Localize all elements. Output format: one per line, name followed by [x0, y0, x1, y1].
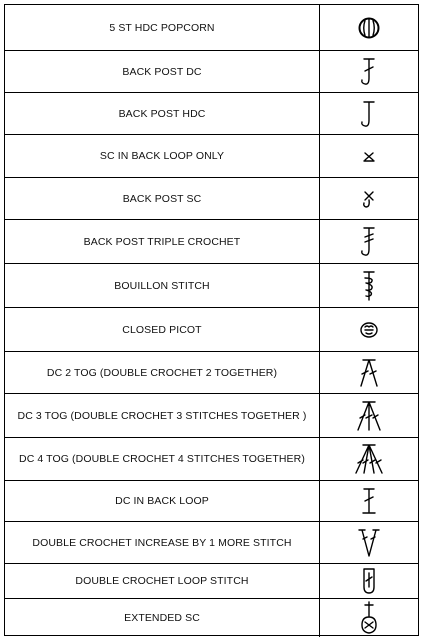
popcorn-icon — [357, 16, 381, 40]
dc-increase-icon — [356, 527, 382, 559]
table-row — [5, 5, 418, 50]
dc3tog-icon — [354, 399, 384, 433]
table-row — [5, 307, 418, 351]
table-row — [5, 437, 418, 480]
table-row — [5, 219, 418, 263]
closed-picot-icon — [358, 319, 380, 341]
table-row — [5, 521, 418, 563]
stitch-name: SC IN BACK LOOP ONLY — [99, 150, 225, 162]
stitch-name: DC 2 TOG (DOUBLE CROCHET 2 TOGETHER) — [46, 366, 278, 379]
table-row — [5, 134, 418, 177]
stitch-name: DOUBLE CROCHET LOOP STITCH — [75, 575, 249, 587]
table-row — [5, 563, 418, 598]
dc2tog-icon — [356, 357, 382, 389]
table-row — [5, 351, 418, 393]
table-row — [5, 393, 418, 437]
table-row — [5, 177, 418, 219]
back-post-hdc-icon — [359, 98, 379, 130]
bouillon-icon — [359, 269, 379, 303]
table-row — [5, 263, 418, 307]
extended-sc-icon — [358, 601, 380, 635]
stitch-name: BOUILLON STITCH — [114, 279, 210, 292]
dc-back-loop-icon — [359, 486, 379, 516]
sc-back-loop-icon — [361, 148, 377, 164]
stitch-name: EXTENDED SC — [124, 612, 200, 624]
table-row — [5, 50, 418, 92]
dc-loop-icon — [360, 567, 378, 595]
stitch-name: BACK POST SC — [122, 192, 202, 205]
back-post-sc-icon — [360, 186, 378, 212]
back-post-dc-icon — [359, 56, 379, 88]
stitch-name: DC IN BACK LOOP — [115, 495, 209, 507]
stitch-name: BACK POST DC — [122, 65, 202, 78]
stitch-name: BACK POST TRIPLE CROCHET — [83, 235, 241, 248]
table-row — [5, 598, 418, 637]
table-row — [5, 92, 418, 134]
stitch-name: CLOSED PICOT — [122, 323, 202, 336]
dc4tog-icon — [353, 442, 385, 476]
stitch-name: DOUBLE CROCHET INCREASE BY 1 MORE STITCH — [32, 536, 292, 549]
stitch-name: DC 4 TOG (DOUBLE CROCHET 4 STITCHES TOGETHER) — [19, 453, 305, 465]
stitch-symbol-table — [4, 4, 419, 636]
stitch-name: DC 3 TOG (DOUBLE CROCHET 3 STITCHES TOGETHER ) — [17, 409, 307, 422]
back-post-tr-icon — [359, 225, 379, 259]
table-row — [5, 480, 418, 521]
stitch-name: BACK POST HDC — [118, 107, 206, 120]
stitch-name: 5 ST HDC POPCORN — [109, 21, 215, 34]
